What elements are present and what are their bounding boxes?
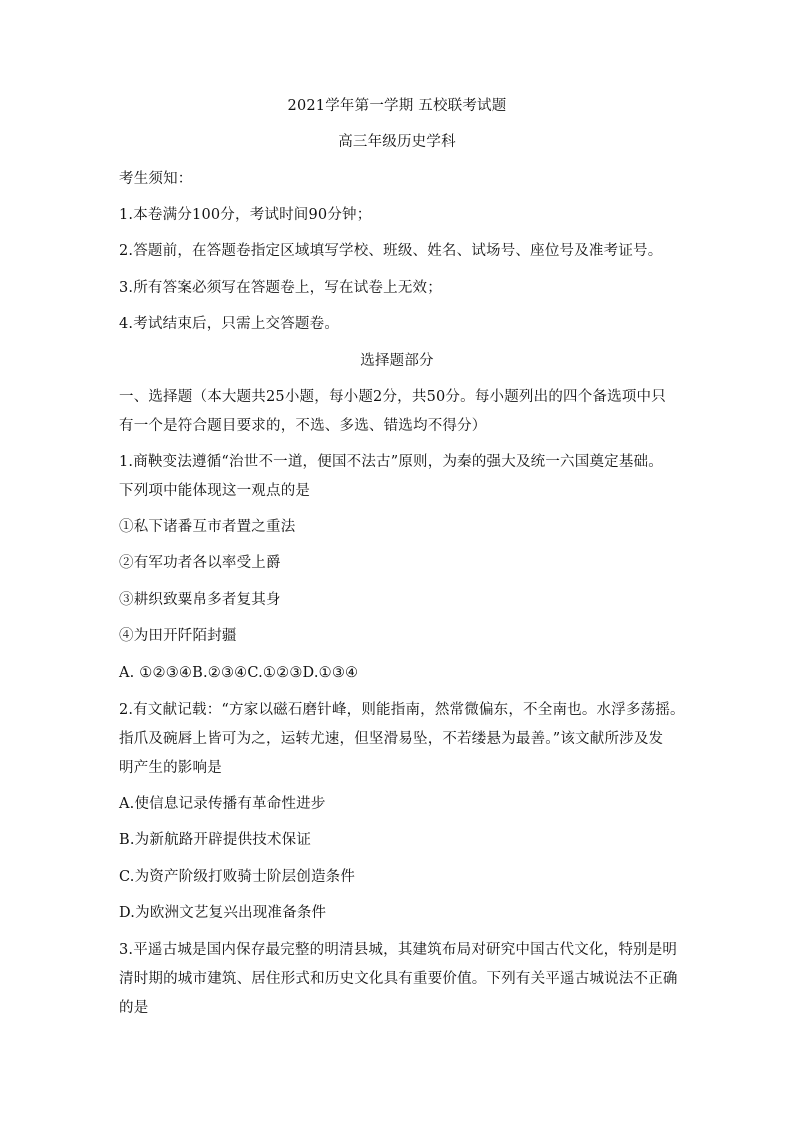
notice-item: 2.答题前，在答题卷指定区域填写学校、班级、姓名、试场号、座位号及准考证号。 xyxy=(119,243,663,259)
question-3-stem-line: 清时期的城市建筑、居住形式和历史文化具有重要价值。下列有关平遥古城说法不正确 xyxy=(119,971,678,987)
question-2-option: D.为欧洲文艺复兴出现准备条件 xyxy=(119,905,327,921)
question-2-option: C.为资产阶级打败骑士阶层创造条件 xyxy=(119,869,356,885)
question-1-stem-line: 下列项中能体现这一观点的是 xyxy=(119,483,311,499)
exam-subtitle: 高三年级历史学科 xyxy=(338,134,456,150)
notice-item: 3.所有答案必须写在答题卷上，写在试卷上无效； xyxy=(119,280,442,296)
question-1-statement: ①私下诸番互市者置之重法 xyxy=(119,519,296,535)
question-2-stem-line: 2.有文献记载：“方家以磁石磨针峰，则能指南，然常微偏东，不全南也。水浮多荡摇。 xyxy=(119,702,685,718)
question-1-statement: ②有军功者各以率受上爵 xyxy=(119,555,281,571)
question-1-statement: ③耕织致粟帛多者复其身 xyxy=(119,592,281,608)
question-3-stem-line: 的是 xyxy=(119,1000,149,1016)
question-2-stem-line: 明产生的影响是 xyxy=(119,760,222,776)
question-1-statement: ④为田开阡陌封疆 xyxy=(119,628,237,644)
question-2-stem-line: 指爪及碗唇上皆可为之，运转尤速，但坚滑易坠，不若缕悬为最善。”该文献所涉及发 xyxy=(119,731,664,747)
exam-title: 2021学年第一学期 五校联考试题 xyxy=(287,98,507,114)
question-1-options: A. ①②③④B.②③④C.①②③D.①③④ xyxy=(119,665,359,681)
question-3-stem-line: 3.平遥古城是国内保存最完整的明清县城，其建筑布局对研究中国古代文化，特别是明 xyxy=(119,942,678,958)
notice-item: 1.本卷满分100分，考试时间90分钟； xyxy=(119,207,372,223)
section-instructions-line: 有一个是符合题目要求的，不选、多选、错选均不得分） xyxy=(119,418,487,434)
notice-item: 4.考试结束后，只需上交答题卷。 xyxy=(119,316,340,332)
section-title: 选择题部分 xyxy=(360,353,434,369)
question-2-option: A.使信息记录传播有革命性进步 xyxy=(119,796,326,812)
question-2-option: B.为新航路开辟提供技术保证 xyxy=(119,832,312,848)
notice-heading: 考生须知： xyxy=(119,171,193,187)
section-instructions-line: 一、选择题（本大题共25小题，每小题2分，共50分。每小题列出的四个备选项中只 xyxy=(119,389,666,405)
question-1-stem-line: 1.商鞅变法遵循“治世不一道，便国不法古”原则，为秦的强大及统一六国奠定基础。 xyxy=(119,454,663,470)
